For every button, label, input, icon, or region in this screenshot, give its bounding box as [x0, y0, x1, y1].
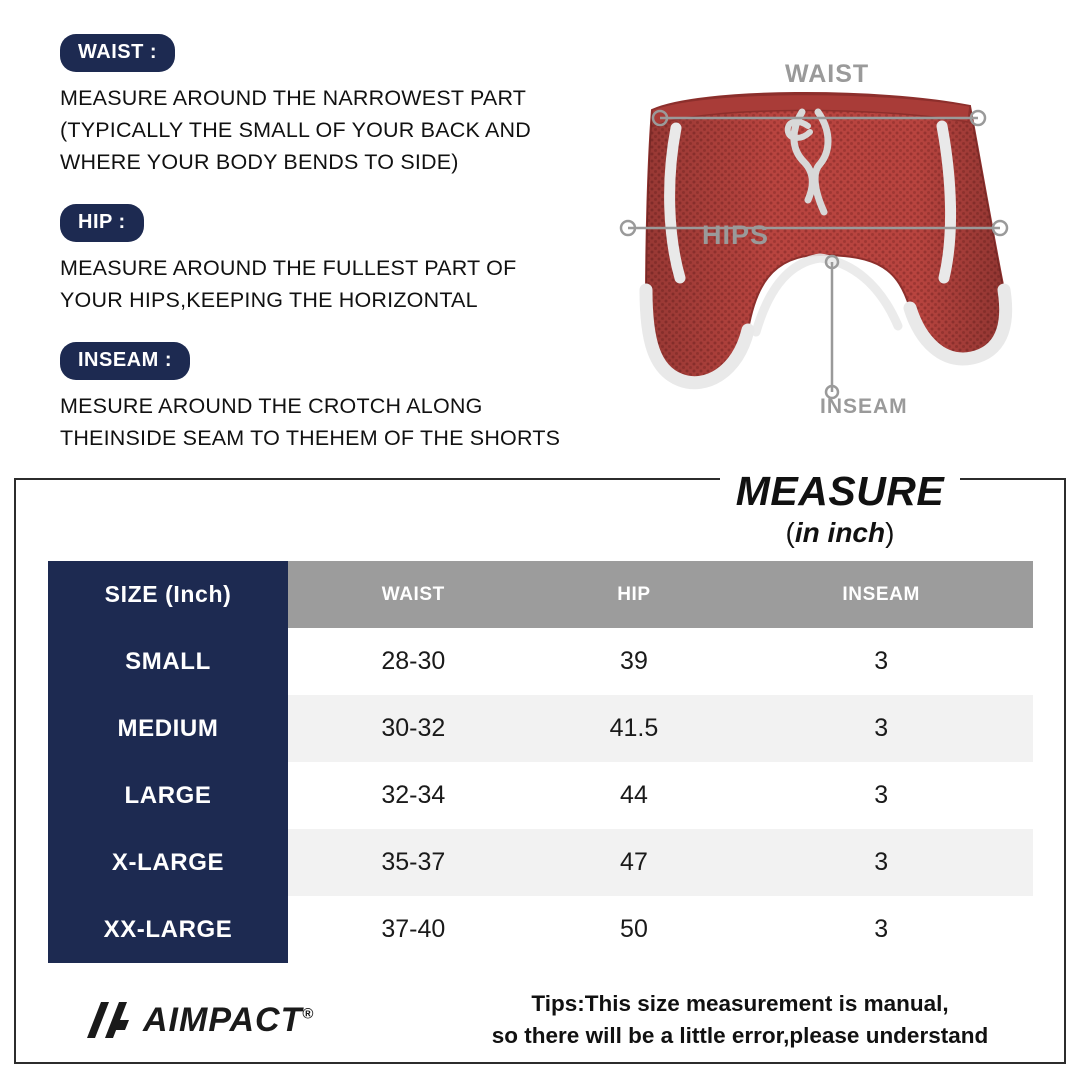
column-header-hip: HIP — [539, 561, 730, 628]
product-label-hips: HIPS — [702, 220, 770, 250]
instruction-line: THEINSIDE SEAM TO THEHEM OF THE SHORTS — [60, 426, 561, 450]
cell-waist: 32-34 — [288, 762, 539, 829]
instruction-line: YOUR HIPS,KEEPING THE HORIZONTAL — [60, 288, 478, 312]
tips-note — [430, 988, 1050, 1052]
cell-inseam: 3 — [729, 829, 1033, 896]
column-header-size: SIZE (Inch) — [48, 561, 288, 628]
tips-line-1: Tips:This size measurement is manual, — [531, 991, 949, 1016]
measure-unit-text: in inch — [794, 517, 886, 548]
paren-close: ) — [885, 517, 895, 548]
size-chart-table — [48, 561, 1033, 963]
paren-open: ( — [785, 517, 795, 548]
cell-waist: 28-30 — [288, 628, 539, 695]
table-row — [48, 762, 1033, 829]
brand-name-text: AIMPACT — [143, 1000, 303, 1039]
tips-line-2: so there will be a little error,please understand — [491, 1023, 989, 1048]
registered-mark: ® — [302, 1005, 315, 1023]
cell-size: SMALL — [48, 628, 288, 695]
product-label-waist: WAIST — [785, 60, 870, 88]
table-row — [48, 628, 1033, 695]
cell-size: X-LARGE — [48, 829, 288, 896]
table-row — [48, 896, 1033, 963]
column-header-waist: WAIST — [288, 561, 539, 628]
instruction-line: MESURE AROUND THE CROTCH ALONG — [60, 394, 483, 418]
instruction-text-hip — [60, 252, 650, 316]
measure-title-text: MEASURE — [720, 468, 961, 515]
table-header-row — [48, 561, 1033, 628]
shorts-graphic — [580, 40, 1050, 450]
product-illustration — [580, 40, 1050, 450]
measure-unit — [620, 517, 1060, 549]
instruction-text-inseam — [60, 390, 650, 454]
instruction-label-inseam: INSEAM : — [60, 342, 190, 380]
cell-inseam: 3 — [729, 896, 1033, 963]
instruction-label-waist: WAIST : — [60, 34, 175, 72]
cell-inseam: 3 — [729, 628, 1033, 695]
table-row — [48, 695, 1033, 762]
brand-mark-icon — [85, 1000, 139, 1040]
instruction-line: (TYPICALLY THE SMALL OF YOUR BACK AND — [60, 118, 531, 142]
cell-size: LARGE — [48, 762, 288, 829]
cell-size: MEDIUM — [48, 695, 288, 762]
instruction-text-waist — [60, 82, 650, 178]
cell-hip: 47 — [539, 829, 730, 896]
cell-waist: 30-32 — [288, 695, 539, 762]
brand-logo — [85, 1000, 314, 1040]
instruction-line: MEASURE AROUND THE NARROWEST PART — [60, 86, 527, 110]
cell-inseam: 3 — [729, 695, 1033, 762]
instruction-line: WHERE YOUR BODY BENDS TO SIDE) — [60, 150, 459, 174]
instruction-block-hip — [60, 204, 650, 316]
instruction-block-waist — [60, 34, 650, 178]
table-body — [48, 628, 1033, 963]
cell-waist: 37-40 — [288, 896, 539, 963]
product-label-inseam: INSEAM — [820, 395, 908, 418]
cell-inseam: 3 — [729, 762, 1033, 829]
instruction-block-inseam — [60, 342, 650, 454]
instruction-line: MEASURE AROUND THE FULLEST PART OF — [60, 256, 517, 280]
cell-hip: 41.5 — [539, 695, 730, 762]
cell-hip: 50 — [539, 896, 730, 963]
cell-hip: 39 — [539, 628, 730, 695]
measurement-instructions — [60, 34, 650, 480]
table-head — [48, 561, 1033, 628]
table-row — [48, 829, 1033, 896]
measure-title — [620, 468, 1060, 549]
instruction-label-hip: HIP : — [60, 204, 144, 242]
cell-waist: 35-37 — [288, 829, 539, 896]
column-header-inseam: INSEAM — [729, 561, 1033, 628]
cell-size: XX-LARGE — [48, 896, 288, 963]
brand-name — [143, 1001, 314, 1040]
cell-hip: 44 — [539, 762, 730, 829]
